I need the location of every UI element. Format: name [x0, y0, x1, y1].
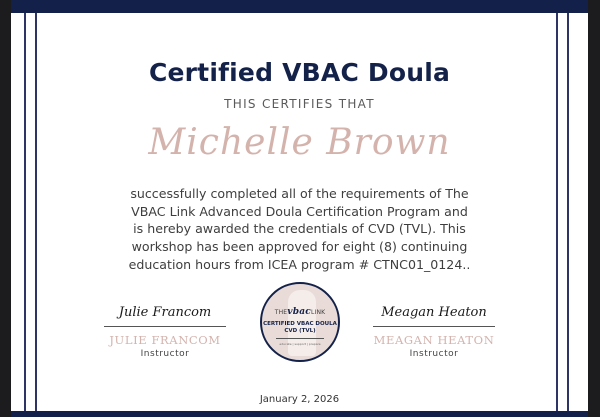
certificate-date: January 2, 2026: [259, 394, 340, 405]
signature-script: Julie Francom: [118, 305, 212, 320]
seal-brand: [262, 307, 338, 317]
recipient-name: Michelle Brown: [148, 122, 451, 163]
signature-line: [373, 326, 495, 327]
certification-seal: [260, 282, 340, 362]
seal-tagline: educate | support | prepare: [279, 342, 321, 346]
certificate-title: Certified VBAC Doula: [148, 58, 451, 87]
certificate: [11, 0, 588, 417]
seal-brand-prefix: THE: [274, 309, 288, 316]
body-line: VBAC Link Advanced Doula Certification Program and: [131, 203, 468, 219]
seal-line1: CERTIFIED VBAC DOULA: [263, 321, 337, 327]
seal-divider: [276, 338, 324, 339]
certifies-that-label: THIS CERTIFIES THAT: [224, 97, 375, 111]
signer-role: Instructor: [409, 349, 459, 359]
bottom-border-bar: [11, 411, 588, 417]
signer-role: Instructor: [140, 349, 190, 359]
body-line: workshop has been approved for eight (8) continuing: [131, 239, 468, 255]
signature-script: Meagan Heaton: [381, 305, 487, 320]
body-line: education hours from ICEA program # CTNC01_0124..: [128, 256, 471, 272]
certificate-body: [106, 185, 493, 274]
top-border-bar: [11, 0, 588, 13]
seal-line2: CVD (TVL): [284, 328, 316, 334]
body-line: successfully completed all of the requirements of The: [130, 186, 469, 201]
body-line: is hereby awarded the credentials of CVD (TVL). This: [133, 221, 466, 237]
seal-brand-suffix: LINK: [310, 309, 326, 316]
signer-name: JULIE FRANCOM: [109, 333, 221, 347]
signer-name: MEAGAN HEATON: [373, 333, 495, 347]
signature-block-julie-francom: [104, 302, 226, 359]
signature-line: [104, 326, 226, 327]
signature-block-meagan-heaton: [373, 302, 495, 359]
seal-credential: [262, 321, 338, 335]
seal-brand-script: vbac: [287, 307, 311, 317]
